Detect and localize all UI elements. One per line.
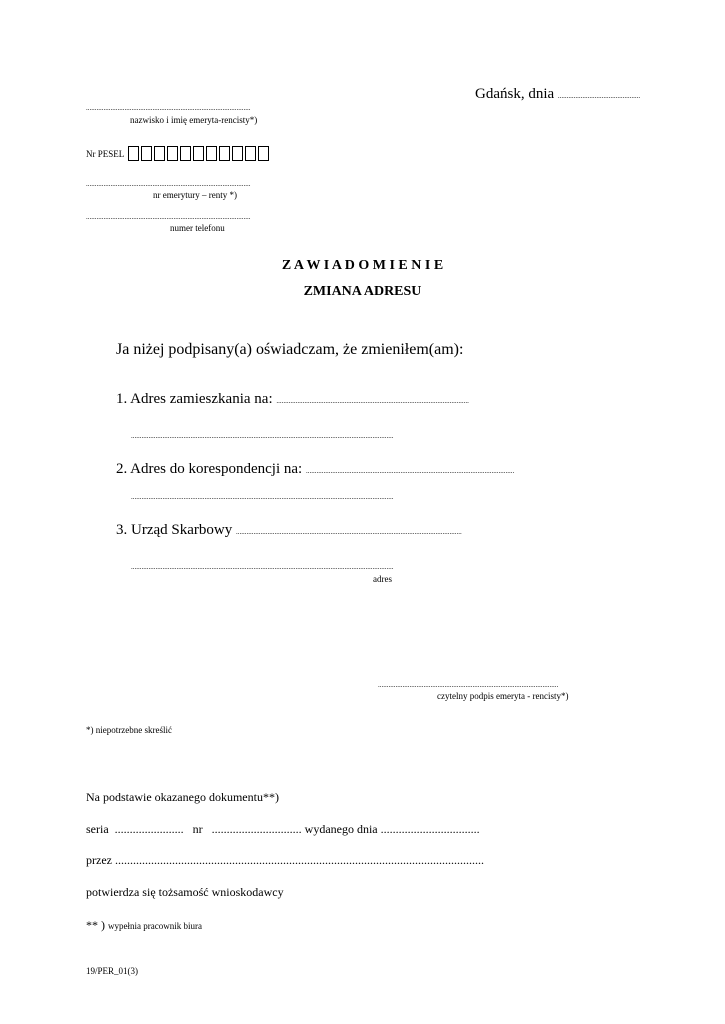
issued-by-field[interactable]: ........................................................................................................................... [114, 853, 484, 867]
pesel-digit-box[interactable] [206, 146, 217, 161]
document-subtitle: ZMIANA ADRESU [303, 284, 422, 299]
date-field[interactable]: ............................................... [557, 92, 641, 100]
signature-field[interactable]: ....................................................................................................... [378, 681, 559, 689]
issued-label: wydanego dnia [304, 822, 378, 836]
pesel-row [86, 146, 269, 161]
pesel-input[interactable] [128, 146, 269, 161]
residence-address-field[interactable]: .............................................................................................................. [276, 397, 469, 405]
name-field[interactable]: .............................................................................................. [86, 104, 251, 112]
signature-caption: czytelny podpis emeryta - rencisty*) [437, 691, 569, 701]
item2-row [116, 461, 638, 478]
form-code: 19/PER_01(3) [86, 966, 139, 976]
pesel-digit-box[interactable] [245, 146, 256, 161]
tax-office-field[interactable]: ................................................................................................................................. [235, 528, 462, 536]
place-date-line [475, 86, 640, 103]
pesel-digit-box[interactable] [154, 146, 165, 161]
pesel-digit-box[interactable] [258, 146, 269, 161]
pesel-digit-box[interactable] [219, 146, 230, 161]
series-field[interactable]: ....................... [114, 822, 184, 836]
document-title: Z A W I A D O M I E N I E [281, 258, 444, 273]
footnote-staff-text: wypełnia pracownik biura [108, 921, 202, 931]
pesel-digit-box[interactable] [141, 146, 152, 161]
phone-field[interactable]: .............................................................................................. [86, 213, 251, 221]
pesel-label: Nr PESEL [86, 148, 125, 159]
item3-label: 3. Urząd Skarbowy [116, 522, 233, 538]
item3-row [116, 522, 638, 539]
identity-confirmation: potwierdza się tożsamość wnioskodawcy [86, 885, 284, 899]
item1-row [116, 391, 596, 408]
verification-basis: Na podstawie okazanego dokumentu**) [86, 790, 279, 804]
correspondence-address-field-line2[interactable]: ...................................................................................................................................................... [131, 493, 394, 501]
declaration-text: Ja niżej podpisany(a) oświadczam, że zmieniłem(am): [116, 341, 464, 358]
nr-field[interactable]: .............................. [211, 822, 302, 836]
item1-label: 1. Adres zamieszkania na: [116, 391, 273, 407]
pesel-digit-box[interactable] [167, 146, 178, 161]
issued-date-field[interactable]: ................................. [380, 822, 480, 836]
issued-by-label: przez [86, 853, 112, 867]
footnote-strike: *) niepotrzebne skreślić [86, 725, 172, 735]
pension-number-caption: nr emerytury – renty *) [153, 190, 237, 200]
pesel-digit-box[interactable] [193, 146, 204, 161]
issued-by-row [86, 853, 488, 868]
footnote-staff-mark: ** ) [86, 918, 105, 932]
series-label: seria [86, 822, 109, 836]
pesel-digit-box[interactable] [180, 146, 191, 161]
correspondence-address-field[interactable]: ....................................................................................................................... [305, 467, 515, 475]
pesel-digit-box[interactable] [128, 146, 139, 161]
document-details-row [86, 822, 480, 837]
phone-caption: numer telefonu [170, 223, 225, 233]
residence-address-field-line2[interactable]: ...................................................................................................................................................... [131, 432, 394, 440]
tax-office-address-field[interactable]: ...................................................................................................................................................... [131, 563, 394, 571]
place-date-label: Gdańsk, dnia [475, 86, 555, 102]
address-caption: adres [373, 574, 392, 584]
name-caption: nazwisko i imię emeryta-rencisty*) [130, 115, 258, 125]
nr-label: nr [192, 822, 203, 836]
pesel-digit-box[interactable] [232, 146, 243, 161]
pension-number-field[interactable]: .............................................................................................. [86, 180, 251, 188]
footnote-staff [86, 918, 202, 933]
item2-label: 2. Adres do korespondencji na: [116, 461, 303, 477]
